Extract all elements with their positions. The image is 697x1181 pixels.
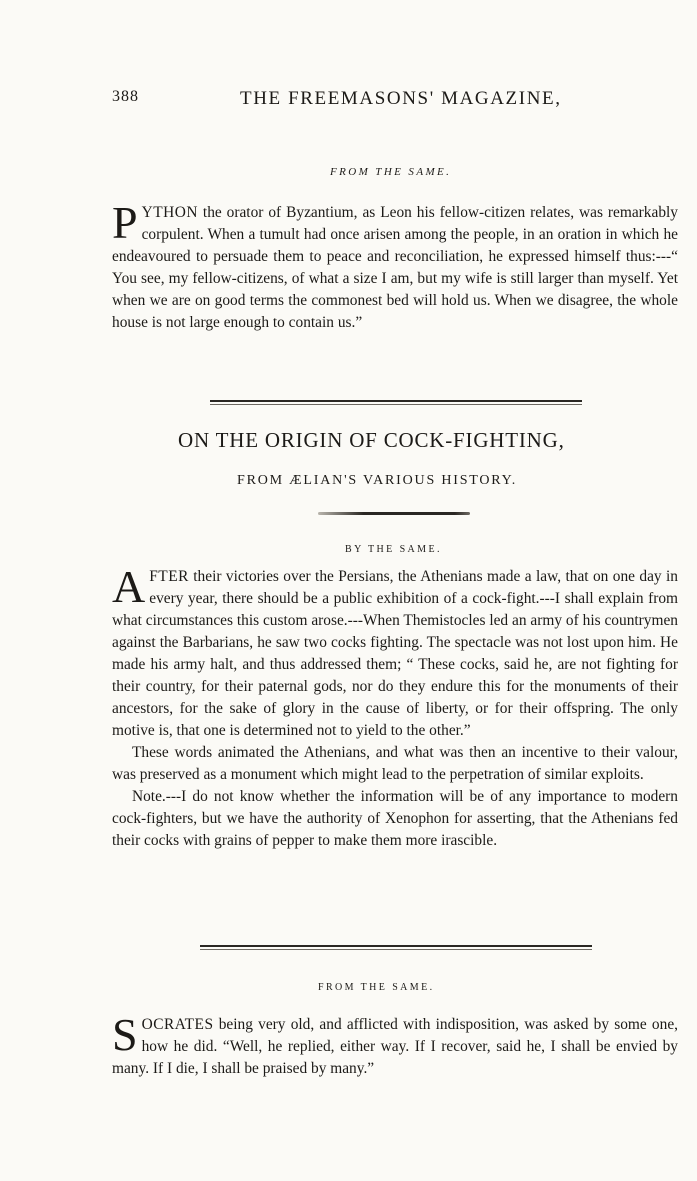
article-cock-fighting xyxy=(112,561,678,852)
lead-word: OCRATES xyxy=(141,1016,214,1033)
article-title: ON THE ORIGIN OF COCK-FIGHTING, xyxy=(178,428,565,452)
running-head xyxy=(112,88,672,112)
paragraph-note: Note.---I do not know whether the information will be of any importance to modern cock-fighters, but we have the authority of Xenophon for asserting, that the Athenians fed their cocks with grains of pepper to make them more irascible. xyxy=(112,788,678,849)
section-divider-thin xyxy=(200,949,592,950)
paragraph xyxy=(112,1009,678,1080)
page-number: 388 xyxy=(112,88,139,105)
paragraph-text: the orator of Byzantium, as Leon his fellow-citizen relates, was remarkably corpulent. When a tumult had once arisen among the people, in an oration in which he endeavoured to persuade them to peace and reconciliation, he expressed himself thus:---“ You see, my fellow-citizens, of what a size I am, but my wife is still larger than myself. Yet when we are on good terms the commonest bed will hold us. When we disagree, the whole house is not large enough to contain us.” xyxy=(112,204,678,331)
section-divider-thin xyxy=(210,404,582,405)
paragraph: These words animated the Athenians, and what was then an incentive to their valour, was preserved as a monument which might lead to the perpetration of similar exploits. xyxy=(112,744,678,783)
section-divider xyxy=(200,945,592,947)
running-title: THE FREEMASONS' MAGAZINE, xyxy=(240,88,562,109)
caption-from-the-same-1: FROM THE SAME. xyxy=(330,166,452,178)
paragraph xyxy=(112,197,678,334)
caption-from-the-same-2: FROM THE SAME. xyxy=(318,982,435,993)
section-divider xyxy=(210,400,582,402)
lead-word: YTHON xyxy=(141,204,198,221)
drop-cap: S xyxy=(112,1009,138,1060)
caption-by-the-same: BY THE SAME. xyxy=(345,544,442,555)
paragraph xyxy=(112,561,678,742)
drop-cap: A xyxy=(112,561,146,612)
paragraph-text: being very old, and afflicted with indisposition, was asked by some one, how he did. “Well, he replied, either way. If I recover, said he, I shall be envied by many. If I die, I shall be praised by many.” xyxy=(112,1016,678,1077)
article-python xyxy=(112,197,678,334)
article-subtitle: FROM ÆLIAN'S VARIOUS HISTORY. xyxy=(237,473,518,488)
ornamental-rule xyxy=(318,512,470,515)
paragraph-text: their victories over the Persians, the Athenians made a law, that on one day in every year, there should be a public exhibition of a cock-fight.---I shall explain from what circumstances this custom arose.---When Themistocles led an army of his countrymen against the Barbarians, he saw two cocks fighting. The spectacle was not lost upon him. He made his army halt, and thus addressed them; “ These cocks, said he, are not fighting for their country, for their paternal gods, nor do they endure this for the monuments of their ancestors, for the sake of glory in the cause of liberty, or for their offspring. The only motive is, that one is determined not to yield to the other.” xyxy=(112,568,678,739)
lead-word: FTER xyxy=(149,568,189,585)
drop-cap: P xyxy=(112,197,138,248)
article-socrates xyxy=(112,1009,678,1080)
